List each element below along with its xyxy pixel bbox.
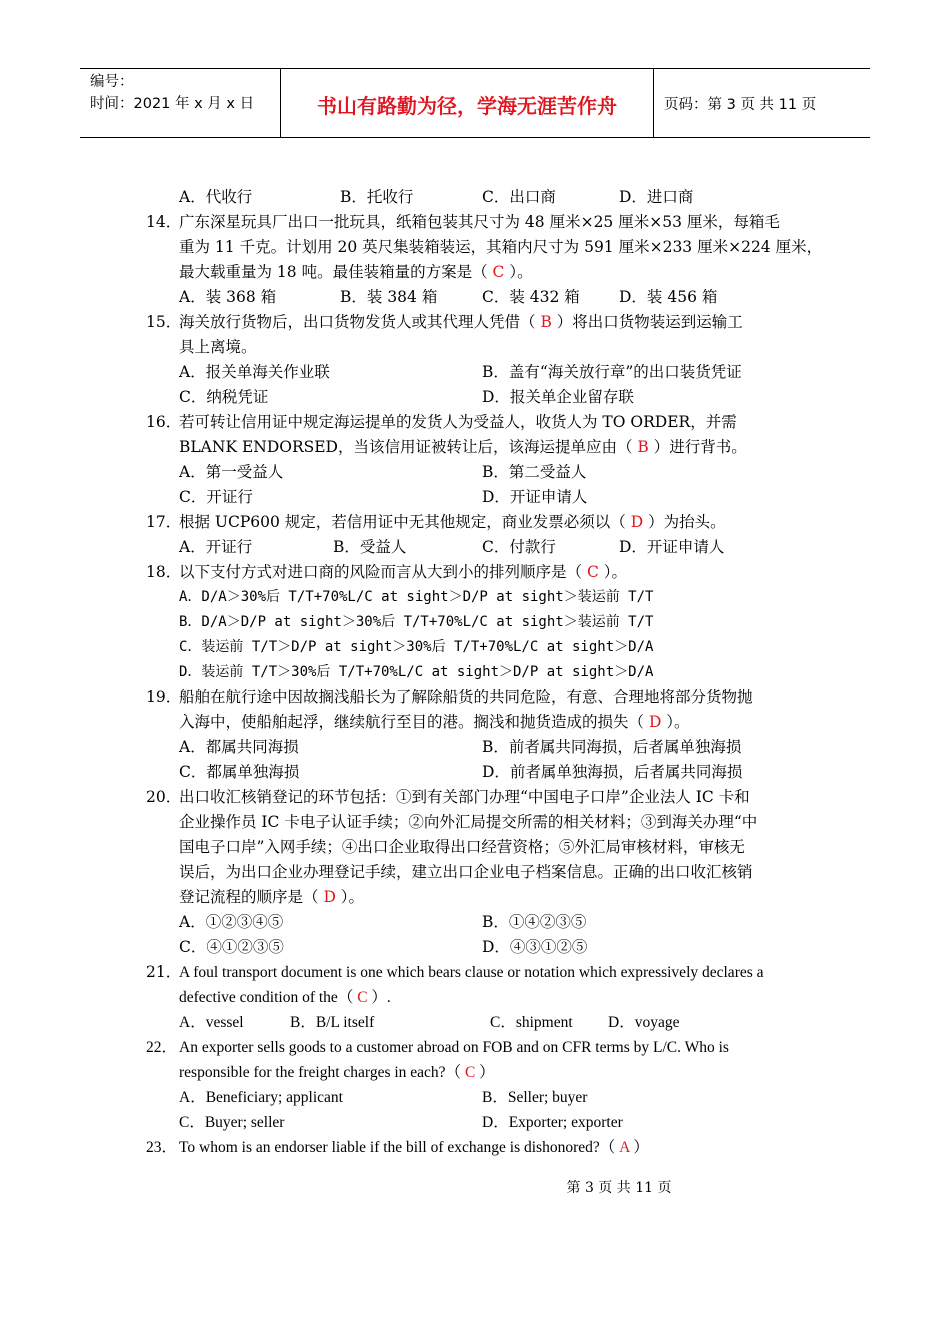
q20-line-2 bbox=[0, 810, 950, 835]
q16-text: ）进行背书。 bbox=[648, 438, 747, 456]
q21-line-2 bbox=[0, 985, 950, 1010]
q20-line-5 bbox=[0, 885, 950, 910]
q20-options-row-2 bbox=[0, 935, 950, 960]
q15-option-d: D．报关单企业留存联 bbox=[482, 388, 634, 406]
q13-options bbox=[0, 185, 950, 210]
q17-number: 17． bbox=[146, 513, 182, 531]
q22-text: responsible for the freight charges in each?（ bbox=[179, 1064, 465, 1081]
date-label: 时间：2021 年 x 月 x 日 bbox=[90, 96, 255, 112]
q14-text: ）。 bbox=[504, 263, 533, 281]
header-motto: 书山有路勤为径，学海无涯苦作舟 bbox=[281, 69, 654, 137]
q14-option-a: A．装 368 箱 bbox=[179, 288, 277, 306]
number-label: 编号： bbox=[90, 74, 134, 90]
q20-option-d: D．④③①②⑤ bbox=[482, 938, 588, 956]
q21-number: 21． bbox=[146, 963, 182, 981]
q21-options bbox=[0, 1010, 950, 1035]
q20-line-4 bbox=[0, 860, 950, 885]
q19-number: 19． bbox=[146, 688, 182, 706]
q15-option-c: C．纳税凭证 bbox=[179, 388, 269, 406]
q19-text: ）。 bbox=[661, 713, 690, 731]
q20-option-a: A．①②③④⑤ bbox=[179, 913, 284, 931]
q19-text: 入海中，使船舶起浮，继续航行至目的港。搁浅和抛货造成的损失（ bbox=[179, 713, 649, 731]
q20-text: 登记流程的顺序是（ bbox=[179, 888, 324, 906]
q16-line-2 bbox=[0, 435, 950, 460]
q16-options-row-1 bbox=[0, 460, 950, 485]
q14-option-b: B．装 384 箱 bbox=[340, 288, 438, 306]
q21-text: A foul transport document is one which bears clause or notation which expressively declares a bbox=[179, 964, 764, 981]
page-footer: 第 3 页 共 11 页 bbox=[566, 1180, 672, 1196]
q20-options-row-1 bbox=[0, 910, 950, 935]
q16-text: BLANK ENDORSED，当该信用证被转让后，该海运提单应由（ bbox=[179, 438, 638, 456]
q22-number: 22． bbox=[146, 1039, 178, 1056]
q14-options bbox=[0, 285, 950, 310]
q14-answer: C bbox=[492, 263, 505, 281]
q20-line-3 bbox=[0, 835, 950, 860]
q14-text: 最大载重量为 18 吨。最佳装箱量的方案是（ bbox=[179, 263, 493, 281]
q19-option-d: D．前者属单独海损，后者属共同海损 bbox=[482, 763, 743, 781]
q22-line-1 bbox=[0, 1035, 950, 1060]
q15-text: 具上离境。 bbox=[179, 338, 257, 356]
q19-answer: D bbox=[648, 713, 662, 731]
q14-text: 重为 11 千克。计划用 20 英尺集装箱装运，其箱内尺寸为 591 厘米×233 厘米×224 厘米， bbox=[179, 238, 823, 256]
q21-option-c: C．shipment bbox=[490, 1014, 573, 1031]
q15-text: 海关放行货物后，出口货物发货人或其代理人凭借（ bbox=[179, 313, 541, 331]
q18-option-row bbox=[0, 635, 950, 660]
q17-option-b: B．受益人 bbox=[333, 538, 407, 556]
q23-number: 23． bbox=[146, 1139, 178, 1156]
q17-options bbox=[0, 535, 950, 560]
q17-option-d: D．开证申请人 bbox=[619, 538, 725, 556]
q21-text: defective condition of the（ bbox=[179, 989, 358, 1006]
q16-option-b: B．第二受益人 bbox=[482, 463, 587, 481]
q13-option-b: B．托收行 bbox=[340, 188, 414, 206]
q13-option-d: D．进口商 bbox=[619, 188, 694, 206]
q21-text: ）. bbox=[367, 989, 391, 1006]
q22-option-b: B．Seller; buyer bbox=[482, 1089, 588, 1106]
q21-answer: C bbox=[357, 989, 368, 1006]
q17-option-a: A．开证行 bbox=[179, 538, 253, 556]
q19-line-2 bbox=[0, 710, 950, 735]
q20-text: 国电子口岸”入网手续；④出口企业取得出口经营资格；⑤外汇局审核材料，审核无 bbox=[179, 838, 745, 856]
q15-number: 15． bbox=[146, 313, 182, 331]
q15-answer: B bbox=[540, 313, 552, 331]
q22-options-row-2 bbox=[0, 1110, 950, 1135]
q15-option-a: A．报关单海关作业联 bbox=[179, 363, 330, 381]
q20-line-1 bbox=[0, 785, 950, 810]
q20-option-b: B．①④②③⑤ bbox=[482, 913, 587, 931]
q18-option-a: A．D/A＞30%后 T/T+70%L/C at sight＞D/P at sight＞装运前 T/T bbox=[179, 589, 654, 605]
q18-number: 18． bbox=[146, 563, 182, 581]
q22-option-d: D．Exporter; exporter bbox=[482, 1114, 623, 1131]
q22-option-c: C．Buyer; seller bbox=[179, 1114, 285, 1131]
q22-options-row-1 bbox=[0, 1085, 950, 1110]
q19-text: 船舶在航行途中因故搁浅船长为了解除船货的共同危险，有意、合理地将部分货物抛 bbox=[179, 688, 753, 706]
q19-options-row-1 bbox=[0, 735, 950, 760]
q14-text: 广东深星玩具厂出口一批玩具，纸箱包装其尺寸为 48 厘米×25 厘米×53 厘米，每箱毛 bbox=[179, 213, 780, 231]
page-header bbox=[80, 68, 870, 138]
q21-option-a: A．vessel bbox=[179, 1014, 244, 1031]
q14-line-3 bbox=[0, 260, 950, 285]
q18-answer: C bbox=[586, 563, 599, 581]
q20-text: 出口收汇核销登记的环节包括：①到有关部门办理“中国电子口岸”企业法人 IC 卡和 bbox=[179, 788, 750, 806]
q15-option-b: B．盖有“海关放行章”的出口装货凭证 bbox=[482, 363, 742, 381]
q21-line-1 bbox=[0, 960, 950, 985]
q19-option-a: A．都属共同海损 bbox=[179, 738, 299, 756]
q19-option-b: B．前者属共同海损，后者属单独海损 bbox=[482, 738, 742, 756]
q21-option-d: D．voyage bbox=[608, 1014, 680, 1031]
q18-text: ）。 bbox=[598, 563, 627, 581]
q18-option-c: C．装运前 T/T＞D/P at sight＞30%后 T/T+70%L/C at sight＞D/A bbox=[179, 639, 654, 655]
q22-line-2 bbox=[0, 1060, 950, 1085]
q15-text: ）将出口货物装运到运输工 bbox=[551, 313, 743, 331]
q18-option-row bbox=[0, 610, 950, 635]
q23-line-1 bbox=[0, 1135, 950, 1160]
q18-option-row bbox=[0, 585, 950, 610]
q18-option-row bbox=[0, 660, 950, 685]
q18-option-d: D．装运前 T/T＞30%后 T/T+70%L/C at sight＞D/P at sight＞D/A bbox=[179, 664, 654, 680]
q16-answer: B bbox=[637, 438, 649, 456]
q15-line-1 bbox=[0, 310, 950, 335]
q17-text: 根据 UCP600 规定，若信用证中无其他规定，商业发票必须以（ bbox=[179, 513, 631, 531]
header-meta bbox=[80, 69, 281, 137]
q16-option-a: A．第一受益人 bbox=[179, 463, 284, 481]
q19-line-1 bbox=[0, 685, 950, 710]
q20-text: 误后，为出口企业办理登记手续，建立出口企业电子档案信息。正确的出口收汇核销 bbox=[179, 863, 753, 881]
q13-option-c: C．出口商 bbox=[482, 188, 556, 206]
header-page-label: 页码：第 3 页 共 11 页 bbox=[664, 96, 817, 113]
q16-text: 若可转让信用证中规定海运提单的发货人为受益人，收货人为 TO ORDER，并需 bbox=[179, 413, 737, 431]
q17-text: ）为抬头。 bbox=[643, 513, 726, 531]
q14-option-c: C．装 432 箱 bbox=[482, 288, 580, 306]
q19-options-row-2 bbox=[0, 760, 950, 785]
q16-option-c: C．开证行 bbox=[179, 488, 253, 506]
q19-option-c: C．都属单独海损 bbox=[179, 763, 300, 781]
q14-line-2 bbox=[0, 235, 950, 260]
q16-line-1 bbox=[0, 410, 950, 435]
q22-text: ） bbox=[475, 1064, 495, 1081]
q15-options-row-1 bbox=[0, 360, 950, 385]
q23-answer: A bbox=[619, 1139, 630, 1156]
q20-text: 企业操作员 IC 卡电子认证手续；②向外汇局提交所需的相关材料；③到海关办理“中 bbox=[179, 813, 758, 831]
q16-options-row-2 bbox=[0, 485, 950, 510]
q23-text: To whom is an endorser liable if the bill of exchange is dishonored?（ bbox=[179, 1139, 620, 1156]
q17-option-c: C．付款行 bbox=[482, 538, 556, 556]
q20-option-c: C．④①②③⑤ bbox=[179, 938, 284, 956]
q20-text: ）。 bbox=[335, 888, 365, 906]
q17-line-1 bbox=[0, 510, 950, 535]
q22-text: An exporter sells goods to a customer abroad on FOB and on CFR terms by L/C. Who is bbox=[179, 1039, 729, 1056]
q22-answer: C bbox=[464, 1064, 476, 1081]
q14-number: 14． bbox=[146, 213, 182, 231]
q18-line-1 bbox=[0, 560, 950, 585]
q20-number: 20． bbox=[146, 788, 182, 806]
q16-number: 16． bbox=[146, 413, 182, 431]
q21-option-b: B．B/L itself bbox=[290, 1014, 375, 1031]
q14-line-1 bbox=[0, 210, 950, 235]
q13-option-a: A．代收行 bbox=[179, 188, 253, 206]
q14-option-d: D．装 456 箱 bbox=[619, 288, 718, 306]
q15-options-row-2 bbox=[0, 385, 950, 410]
q23-text: ） bbox=[629, 1139, 649, 1156]
q22-option-a: A．Beneficiary; applicant bbox=[179, 1089, 343, 1106]
q20-answer: D bbox=[323, 888, 336, 906]
q18-option-b: B．D/A＞D/P at sight＞30%后 T/T+70%L/C at sight＞装运前 T/T bbox=[179, 614, 654, 630]
q18-text: 以下支付方式对进口商的风险而言从大到小的排列顺序是（ bbox=[179, 563, 587, 581]
q15-line-2 bbox=[0, 335, 950, 360]
q17-answer: D bbox=[630, 513, 644, 531]
q16-option-d: D．开证申请人 bbox=[482, 488, 588, 506]
